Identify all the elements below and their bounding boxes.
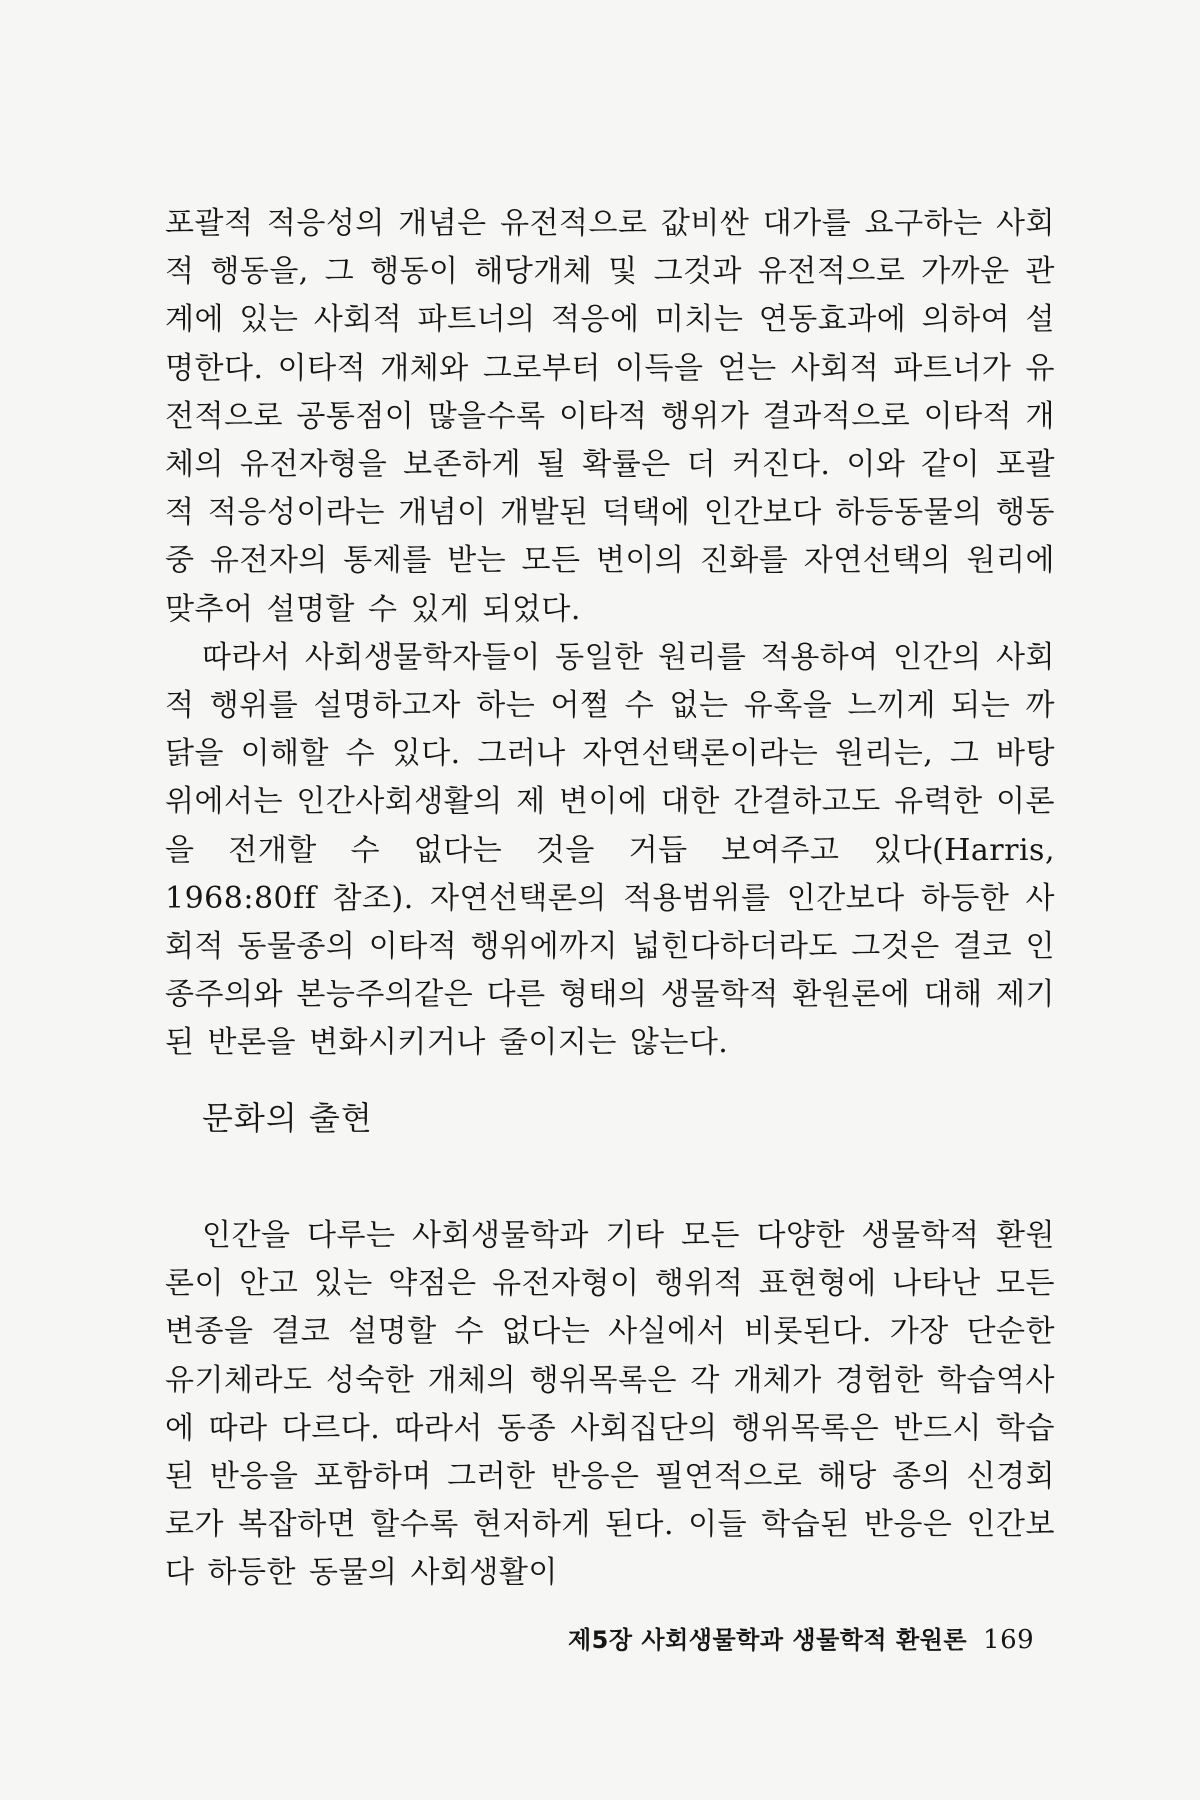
running-title: 제5장 사회생물학과 생물학적 환원론: [568, 1626, 968, 1654]
body-paragraph-2: 따라서 사회생물학자들이 동일한 원리를 적용하여 인간의 사회적 행위를 설명하고자 하는 어쩔 수 없는 유혹을 느끼게 되는 까닭을 이해할 수 있다. 그러나 자연선택론이라는 원리는, 그 바탕 위에서는 인간사회생활의 제 변이에 대한 간결하고도 유력한 이론을 전개할 수 없다는 것을 거듭 보여주고 있다(Harris, 1968:80ff 참조). 자연선택론의 적용범위를 인간보다 하등한 사회적 동물종의 이타적 행위에까지 넓힌다하더라도 그것은 결코 인종주의와 본능주의같은 다른 형태의 생물학적 환원론에 대해 제기된 반론을 변화시키거나 줄이지는 않는다.: [165, 639, 1055, 1061]
page-number: 169: [983, 1625, 1035, 1655]
body-paragraph-1: 포괄적 적응성의 개념은 유전적으로 값비싼 대가를 요구하는 사회적 행동을, 그 행동이 해당개체 및 그것과 유전적으로 가까운 관계에 있는 사회적 파트너의 적응에 미치는 연동효과에 의하여 설명한다. 이타적 개체와 그로부터 이득을 얻는 사회적 파트너가 유전적으로 공통점이 많을수록 이타적 행위가 결과적으로 이타적 개체의 유전자형을 보존하게 될 확률은 더 커진다. 이와 같이 포괄적 적응성이라는 개념이 개발된 덕택에 인간보다 하등동물의 행동 중 유전자의 통제를 받는 모든 변이의 진화를 자연선택의 원리에 맞추어 설명할 수 있게 되었다.: [165, 206, 1055, 627]
section-heading: 문화의 출현: [202, 1099, 373, 1137]
section-text-block: [165, 1212, 1055, 1598]
body-text-block: [165, 200, 1055, 1068]
running-footer: [568, 1620, 1034, 1655]
section-paragraph-1: 인간을 다루는 사회생물학과 기타 모든 다양한 생물학적 환원론이 안고 있는 약점은 유전자형이 행위적 표현형에 나타난 모든 변종을 결코 설명할 수 없다는 사실에서 비롯된다. 가장 단순한 유기체라도 성숙한 개체의 행위목록은 각 개체가 경험한 학습역사에 따라 다르다. 따라서 동종 사회집단의 행위목록은 반드시 학습된 반응을 포함하며 그러한 반응은 필연적으로 해당 종의 신경회로가 복잡하면 할수록 현저하게 된다. 이들 학습된 반응은 인간보다 하등한 동물의 사회생활이: [165, 1218, 1055, 1591]
